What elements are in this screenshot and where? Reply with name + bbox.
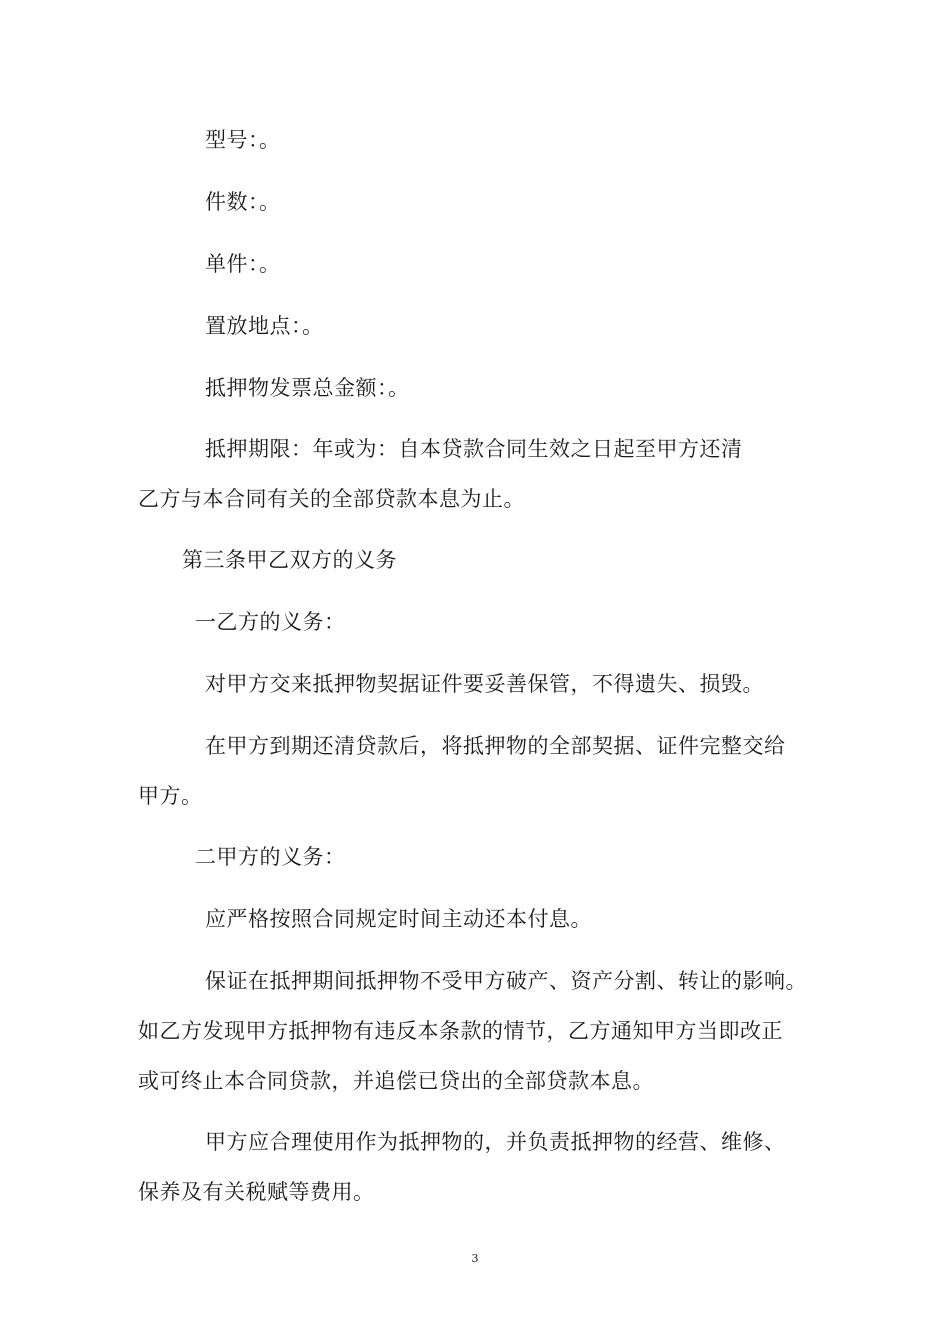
party-b-duty-2-cont: 甲方。 (138, 784, 203, 808)
party-a-duty-2: 保证在抵押期间抵押物不受甲方破产、资产分割、转让的影响。 (205, 969, 807, 993)
party-b-duty-2: 在甲方到期还清贷款后，将抵押物的全部契据、证件完整交给 (205, 734, 786, 758)
party-a-duty-2-cont-2: 或可终止本合同贷款，并追偿已贷出的全部贷款本息。 (138, 1069, 654, 1093)
line-invoice-total: 抵押物发票总金额：。 (205, 376, 410, 400)
line-mortgage-term-cont: 乙方与本合同有关的全部贷款本息为止。 (138, 487, 525, 511)
party-a-duty-2-cont-1: 如乙方发现甲方抵押物有违反本条款的情节，乙方通知甲方当即改正 (138, 1019, 783, 1043)
article-3-heading: 第三条甲乙双方的义务 (182, 548, 397, 572)
party-a-duties-heading: 二甲方的义务： (195, 845, 346, 869)
party-b-duty-1: 对甲方交来抵押物契据证件要妥善保管，不得遗失、损毁。 (205, 672, 764, 696)
page-number: 3 (471, 1252, 479, 1265)
line-unit: 单件：。 (205, 252, 281, 276)
party-a-duty-3-cont: 保养及有关税赋等费用。 (138, 1180, 375, 1204)
party-b-duties-heading: 一乙方的义务： (195, 610, 346, 634)
line-quantity: 件数：。 (205, 190, 281, 214)
party-a-duty-3: 甲方应合理使用作为抵押物的，并负责抵押物的经营、维修、 (205, 1130, 786, 1154)
line-model: 型号：。 (205, 128, 281, 152)
line-mortgage-term: 抵押期限：年或为：自本贷款合同生效之日起至甲方还清 (205, 437, 743, 461)
line-location: 置放地点：。 (205, 314, 324, 338)
party-a-duty-1: 应严格按照合同规定时间主动还本付息。 (205, 907, 592, 931)
